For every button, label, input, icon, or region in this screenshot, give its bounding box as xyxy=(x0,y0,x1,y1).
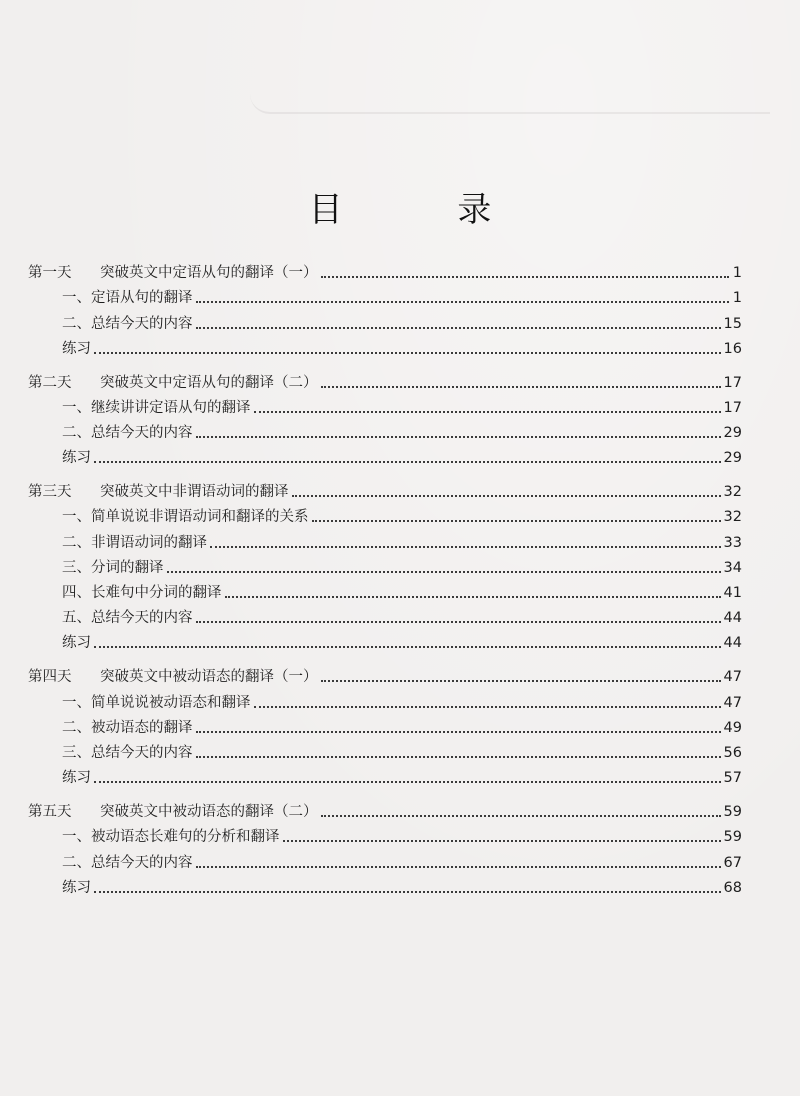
toc-entry-label xyxy=(28,768,91,788)
toc-section-row xyxy=(28,873,742,898)
toc-chapter-row xyxy=(28,662,742,687)
toc-page-number: 44 xyxy=(723,635,742,652)
toc-section-row xyxy=(28,847,742,872)
toc-entry-title: 二、总结今天的内容 xyxy=(62,315,193,332)
toc-entry-label xyxy=(28,558,164,578)
toc-section-row xyxy=(28,283,742,308)
toc-entry-title: 一、简单说说非谓语动词和翻译的关系 xyxy=(62,509,309,526)
toc-entry-label xyxy=(28,878,91,898)
toc-entry-title: 二、总结今天的内容 xyxy=(62,854,193,871)
toc-entry-title: 突破英文中定语从句的翻译（二） xyxy=(100,374,318,391)
toc-page-number: 67 xyxy=(723,854,742,871)
toc-entry-title: 四、长难句中分词的翻译 xyxy=(62,585,222,602)
toc-day-label: 第四天 xyxy=(28,669,72,686)
toc-page-number: 32 xyxy=(723,509,742,526)
toc-page-number: 33 xyxy=(723,534,742,551)
toc-day-label: 第二天 xyxy=(28,374,72,391)
toc-entry-title: 练习 xyxy=(62,340,91,357)
toc-entry-title: 一、继续讲讲定语从句的翻译 xyxy=(62,399,251,416)
toc-section-row xyxy=(28,393,742,418)
toc-section-row xyxy=(28,822,742,847)
toc-page-number: 32 xyxy=(723,484,742,501)
toc-entry-label xyxy=(28,288,193,308)
page-title: 目 录 xyxy=(308,190,544,230)
toc-entry-label xyxy=(28,423,193,443)
toc-page-number: 56 xyxy=(723,744,742,761)
toc-entry-label xyxy=(28,583,222,603)
toc-entry-title: 练习 xyxy=(62,770,91,787)
dot-leader xyxy=(321,275,730,278)
dot-leader xyxy=(196,755,721,758)
toc-page-number: 57 xyxy=(723,770,742,787)
toc-chapter-row xyxy=(28,368,742,393)
dot-leader xyxy=(225,595,721,598)
dot-leader xyxy=(167,570,721,573)
toc-entry-title: 二、被动语态的翻译 xyxy=(62,719,193,736)
toc-page-number: 59 xyxy=(723,804,742,821)
dot-leader xyxy=(94,351,721,354)
toc-section-row xyxy=(28,308,742,333)
toc-section-row xyxy=(28,628,742,653)
toc-entry-title: 突破英文中被动语态的翻译（一） xyxy=(100,669,318,686)
toc-entry-title: 三、分词的翻译 xyxy=(62,559,164,576)
dot-leader xyxy=(292,494,721,497)
toc-section-row xyxy=(28,553,742,578)
toc-page-number: 68 xyxy=(723,879,742,896)
toc-page-number: 41 xyxy=(723,585,742,602)
toc-page-number: 1 xyxy=(732,290,742,307)
dot-leader xyxy=(196,300,730,303)
toc-entry-title: 突破英文中非谓语动词的翻译 xyxy=(100,484,289,501)
toc-entry-title: 一、被动语态长难句的分析和翻译 xyxy=(62,829,280,846)
toc-chapter-row xyxy=(28,797,742,822)
dot-leader xyxy=(321,679,721,682)
toc-page-number: 34 xyxy=(723,559,742,576)
toc-day-label: 第一天 xyxy=(28,265,72,282)
toc-entry-label xyxy=(28,693,251,713)
toc-entry-label xyxy=(28,339,91,359)
dot-leader xyxy=(254,705,721,708)
dot-leader xyxy=(196,865,721,868)
dot-leader xyxy=(196,435,721,438)
toc-section-row xyxy=(28,713,742,738)
toc-page-number: 47 xyxy=(723,694,742,711)
dot-leader xyxy=(94,645,721,648)
table-of-contents xyxy=(28,258,742,898)
toc-section-row xyxy=(28,763,742,788)
toc-chapter-row xyxy=(28,258,742,283)
toc-entry-label xyxy=(28,533,207,553)
toc-page-number: 29 xyxy=(723,450,742,467)
dot-leader xyxy=(196,620,721,623)
toc-day-label: 第三天 xyxy=(28,484,72,501)
toc-page-number: 17 xyxy=(723,374,742,391)
toc-entry-title: 突破英文中被动语态的翻译（二） xyxy=(100,804,318,821)
toc-entry-label xyxy=(28,633,91,653)
toc-section-row xyxy=(28,687,742,712)
dot-leader xyxy=(196,730,721,733)
toc-section-row xyxy=(28,502,742,527)
dot-leader xyxy=(312,519,721,522)
toc-section-row xyxy=(28,603,742,628)
toc-entry-title: 三、总结今天的内容 xyxy=(62,744,193,761)
toc-page-number: 16 xyxy=(723,340,742,357)
toc-page-number: 15 xyxy=(723,315,742,332)
toc-entry-title: 练习 xyxy=(62,450,91,467)
toc-entry-title: 二、非谓语动词的翻译 xyxy=(62,534,207,551)
toc-entry-title: 突破英文中定语从句的翻译（一） xyxy=(100,265,318,282)
toc-entry-label xyxy=(28,853,193,873)
toc-entry-label xyxy=(28,827,280,847)
toc-section-row xyxy=(28,418,742,443)
toc-section-row xyxy=(28,443,742,468)
toc-page-number: 49 xyxy=(723,719,742,736)
toc-entry-title: 五、总结今天的内容 xyxy=(62,610,193,627)
toc-entry-label xyxy=(28,743,193,763)
dot-leader xyxy=(210,545,721,548)
toc-entry-label xyxy=(28,482,289,502)
toc-entry-label xyxy=(28,608,193,628)
dot-leader xyxy=(321,814,721,817)
toc-entry-label xyxy=(28,507,309,527)
toc-entry-title: 练习 xyxy=(62,879,91,896)
toc-entry-label xyxy=(28,667,318,687)
toc-section-row xyxy=(28,334,742,359)
toc-page-number: 17 xyxy=(723,399,742,416)
dot-leader xyxy=(94,890,721,893)
toc-chapter-row xyxy=(28,477,742,502)
dot-leader xyxy=(254,410,721,413)
toc-entry-label xyxy=(28,314,193,334)
toc-page-number: 44 xyxy=(723,610,742,627)
toc-entry-title: 练习 xyxy=(62,635,91,652)
toc-entry-title: 二、总结今天的内容 xyxy=(62,425,193,442)
toc-day-label: 第五天 xyxy=(28,804,72,821)
toc-entry-label xyxy=(28,373,318,393)
toc-entry-label xyxy=(28,263,318,283)
dot-leader xyxy=(94,780,721,783)
toc-section-row xyxy=(28,738,742,763)
toc-page-number: 1 xyxy=(732,265,742,282)
toc-page-number: 47 xyxy=(723,669,742,686)
toc-section-row xyxy=(28,527,742,552)
toc-entry-label xyxy=(28,802,318,822)
toc-entry-label xyxy=(28,448,91,468)
dot-leader xyxy=(283,839,721,842)
toc-page-number: 59 xyxy=(723,829,742,846)
dot-leader xyxy=(94,460,721,463)
dot-leader xyxy=(321,385,721,388)
toc-entry-label xyxy=(28,718,193,738)
toc-page-number: 29 xyxy=(723,425,742,442)
bleed-through-header xyxy=(250,90,770,114)
toc-entry-title: 一、简单说说被动语态和翻译 xyxy=(62,694,251,711)
toc-entry-title: 一、定语从句的翻译 xyxy=(62,290,193,307)
toc-section-row xyxy=(28,578,742,603)
dot-leader xyxy=(196,326,721,329)
toc-entry-label xyxy=(28,398,251,418)
